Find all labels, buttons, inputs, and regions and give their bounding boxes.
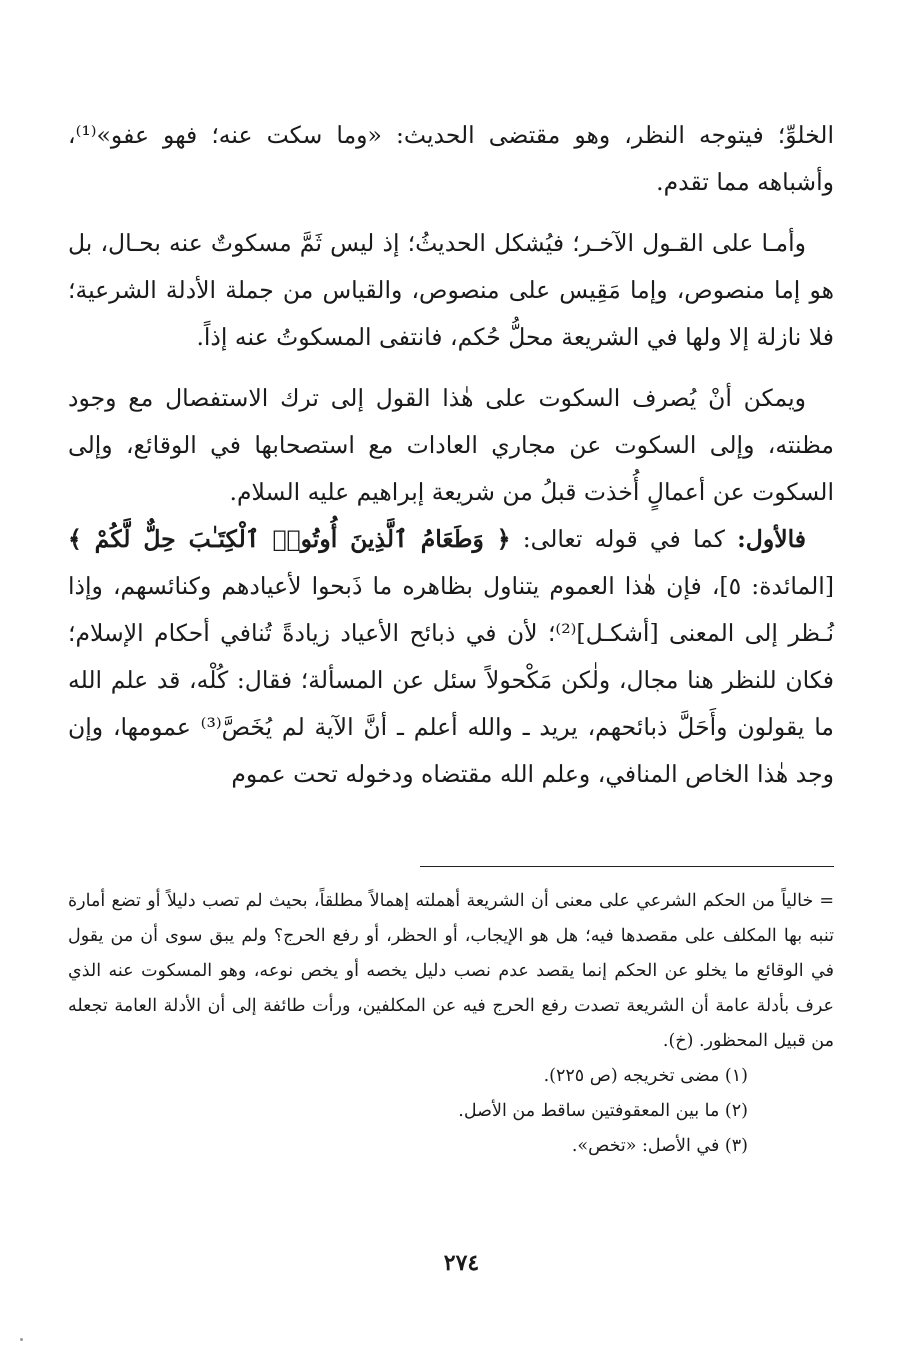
footnote-2: (٢) ما بين المعقوفتين ساقط من الأصل.: [458, 1101, 748, 1121]
footnote-1: (١) مضى تخريجه (ص ٢٢٥).: [543, 1066, 748, 1086]
footnote-continuation: [68, 884, 834, 1059]
footnote-continuation-text: خالياً من الحكم الشرعي على معنى أن الشريعة أهملته إهمالاً مطلقاً، بحيث لم تصب دليلاً أو تضع أمارة تنبه بها المكلف على مقصدها فيه؛ هل هو الإيجاب، أو الحظر، أو رفع الحرج؟ ولم يبق سوى أن من يقول في الوقائع ما يخلو عن الحكم إنما يقصد عدم نصب دليل يخصه أو يخص نوعه، وهو المسكوت عنه الذي عرف بأدلة عامة أن الشريعة تصدت رفع الحرج فيه عن المكلفين، ورأت طائفة إلى أن الأدلة العامة تجعله من قبيل المحظور. (خ).: [68, 891, 834, 1051]
paragraph-4-lead: فالأول:: [737, 525, 806, 553]
paragraph-3: ويمكن أنْ يُصرف السكوت على هٰذا القول إلى ترك الاستفصال مع وجود مظنته، وإلى السكوت عن مجاري العادات مع استصحابها في الوقائع، وإلى السكوت عن أعمالٍ أُخذت قبلُ من شريعة إبراهيم عليه السلام.: [68, 384, 834, 506]
scan-speck: [20, 1338, 23, 1341]
paragraph-4-body: [المائدة: ٥]، فإن هٰذا العموم يتناول بظاهره ما ذَبحوا لأعيادهم وكنائسهم، وإذا نُـظر إلى المعنى [أشكـل]⁽²⁾؛ لأن في ذبائح الأعياد زيادةً تُنافي أحكام الإسلام؛ فكان للنظر هنا مجال، ولٰكن مَكْحولاً سئل عن المسألة؛ فقال: كُلْه، قد علم الله ما يقولون وأَحَلَّ ذبائحهم، يريد ـ والله أعلم ـ أنَّ الآية لم يُخَصَّ⁽³⁾ عمومها، وإن وجد هٰذا الخاص المنافي، وعلم الله مقتضاه ودخوله تحت عموم: [68, 572, 835, 788]
continuation-mark: =: [819, 891, 834, 911]
quran-verse: ﴿ وَطَعَامُ ٱلَّذِينَ أُوتُوا۟ ٱلْكِتَـٰبَ حِلٌّ لَّكُمْ ﴾: [68, 525, 511, 553]
paragraph-4-intro: كما في قوله تعالى:: [510, 525, 738, 553]
footnotes: [68, 884, 834, 1164]
page-number: ٢٧٤: [443, 1250, 480, 1276]
paragraph-2: وأمـا على القـول الآخـر؛ فيُشكل الحديثُ؛ إذ ليس ثَمَّ مسكوتٌ عنه بحـال، بل هو إما منصوص، وإما مَقِيس على منصوص، والقياس من جملة الأدلة الشرعية؛ فلا نازلة إلا ولها في الشريعة محلُّ حُكم، فانتفى المسكوتُ عنه إذاً.: [68, 229, 834, 351]
main-text: [68, 112, 834, 798]
footnote-divider: [420, 866, 834, 867]
footnote-3: (٣) في الأصل: «تخص».: [571, 1136, 748, 1156]
paragraph-4: [68, 516, 834, 798]
paragraph-1: الخلوِّ؛ فيتوجه النظر، وهو مقتضى الحديث: «وما سكت عنه؛ فهو عفو»⁽¹⁾، وأشباهه مما تقدم.: [68, 121, 834, 196]
